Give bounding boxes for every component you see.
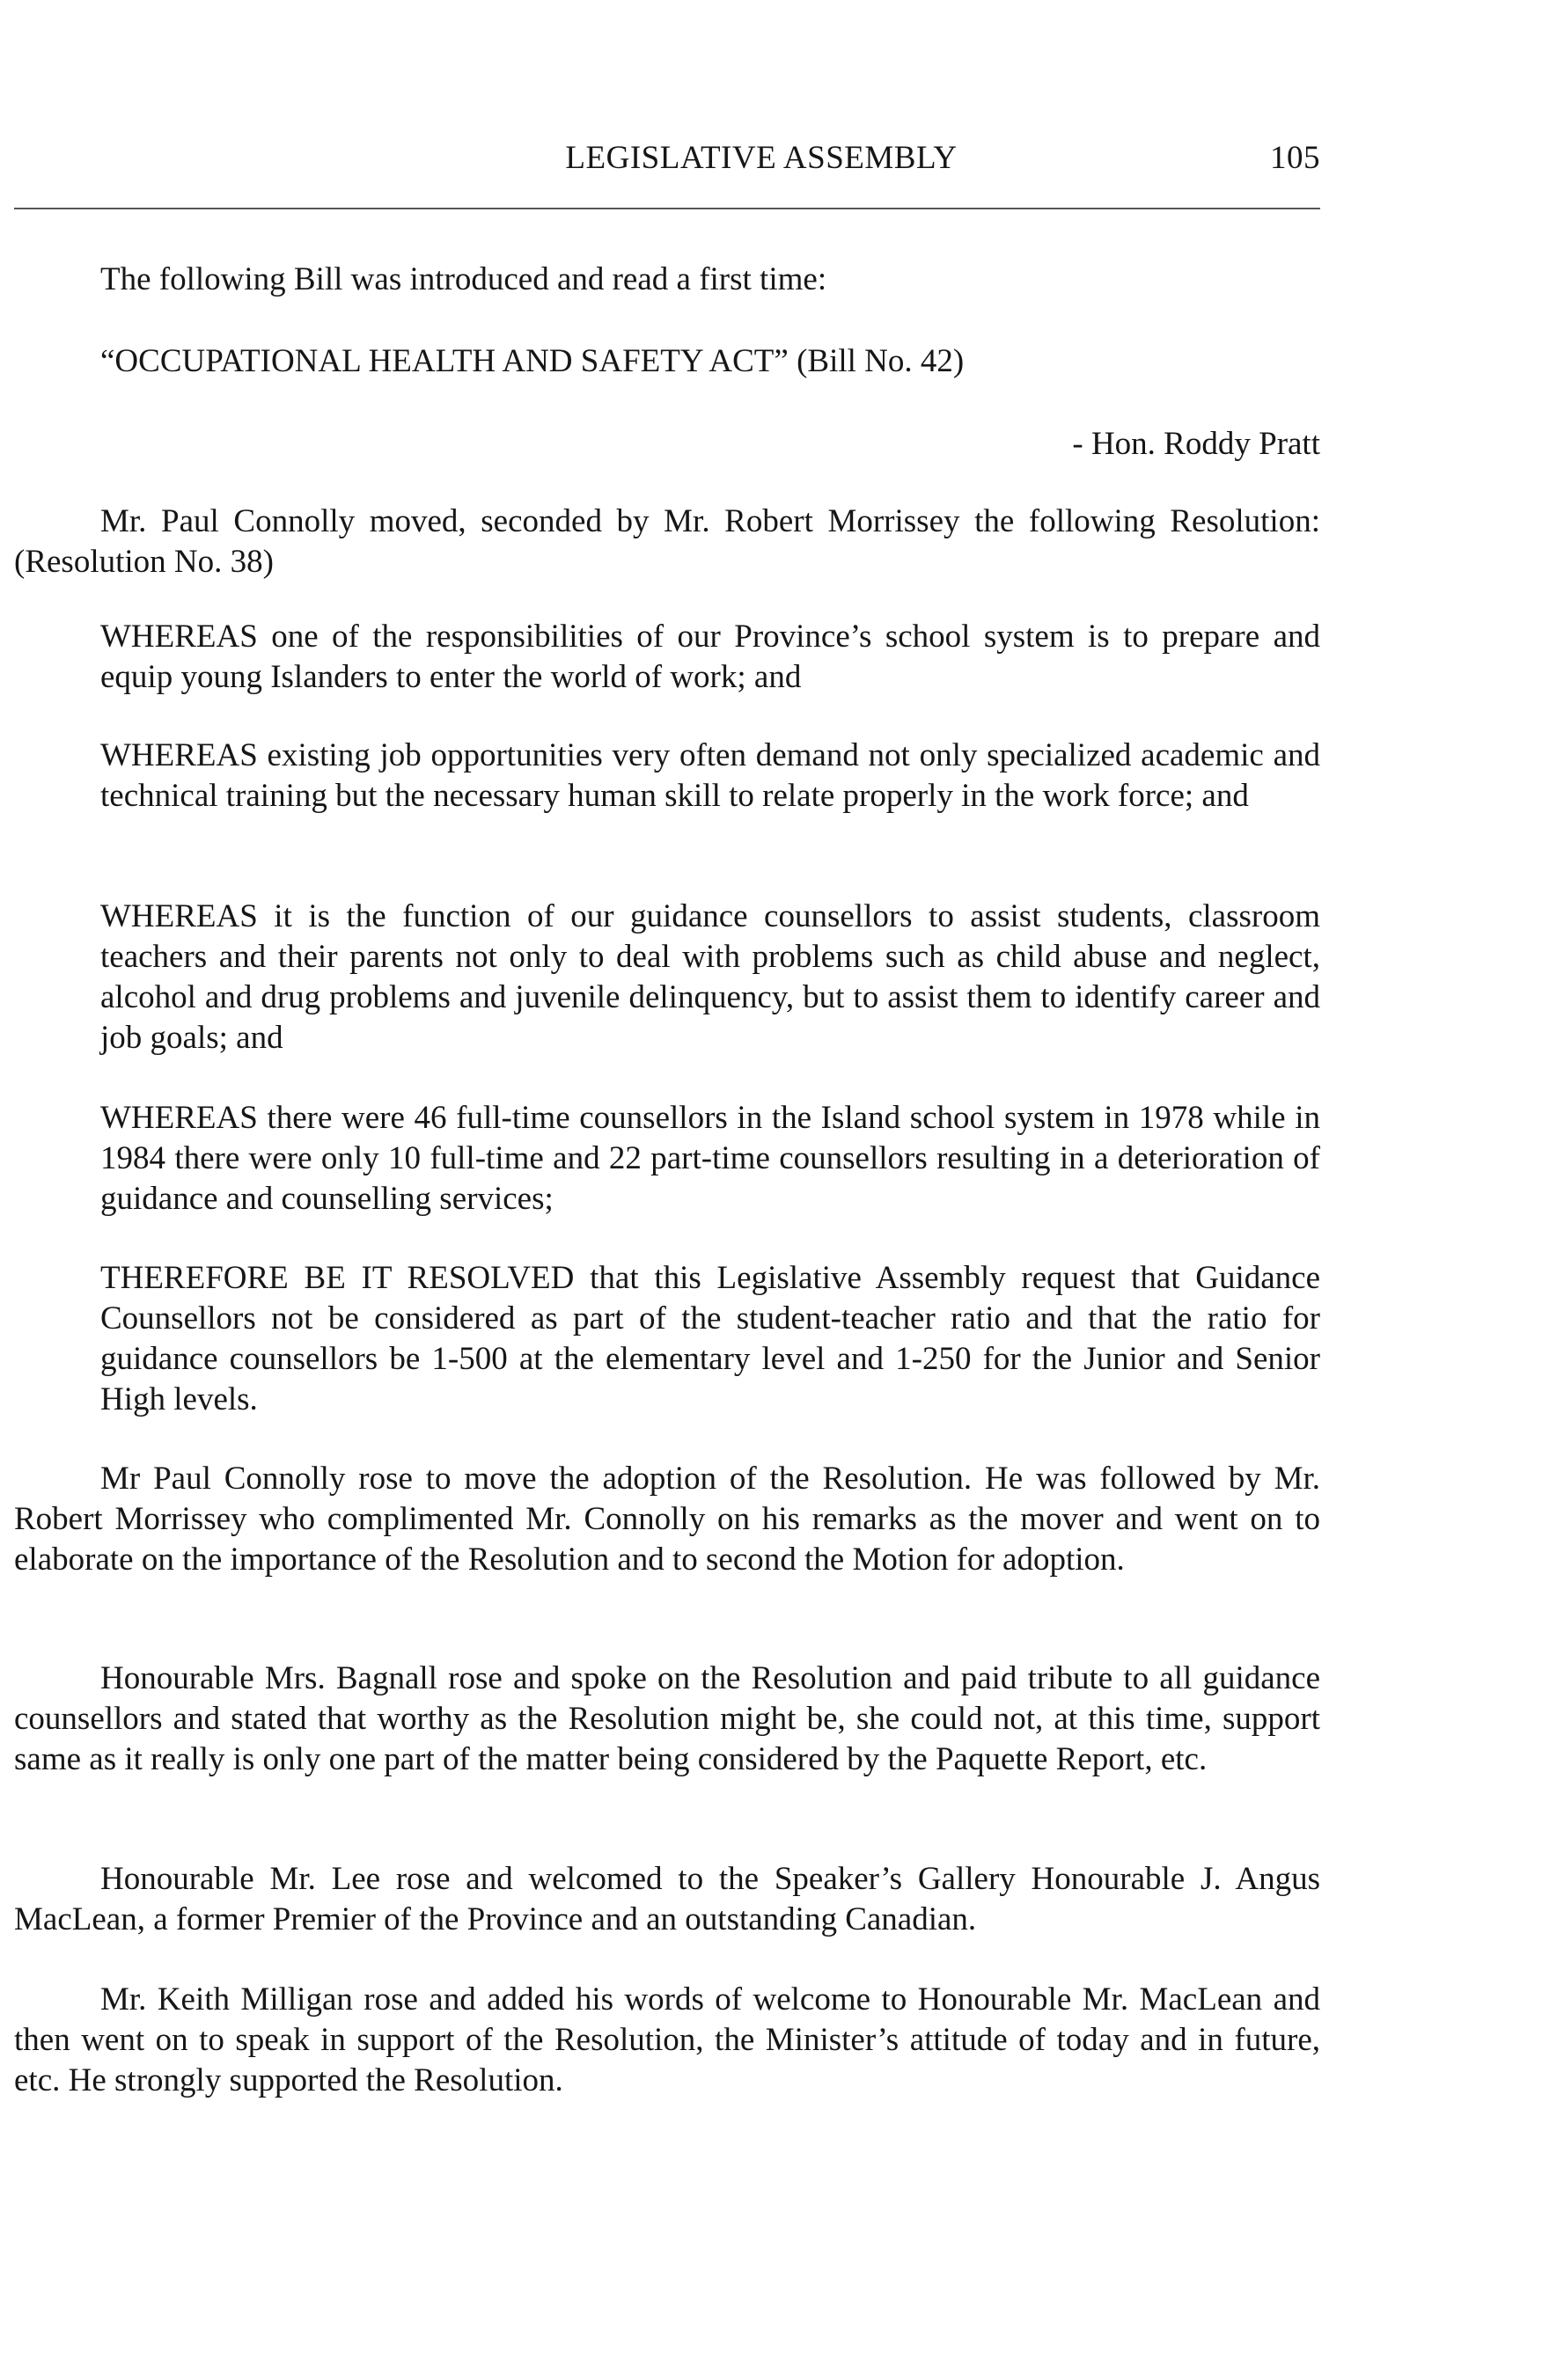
running-title: LEGISLATIVE ASSEMBLY: [565, 140, 958, 176]
header-rule: [14, 208, 1320, 209]
bill-intro: The following Bill was introduced and read a first time:: [100, 261, 827, 297]
whereas-clause-4: WHEREAS there were 46 full-time counsellors in the Island school system in 1978 while in 1984 there were only 10 full-time and 22 part-time counsellors resulting in a deterioration of guidance and counselling services;: [100, 1100, 1320, 1217]
whereas-clause-1: WHEREAS one of the responsibilities of our Province’s school system is to prepare and equip young Islanders to enter the world of work; and: [100, 619, 1320, 695]
resolved-clause: THEREFORE BE IT RESOLVED that this Legislative Assembly request that Guidance Counsellors not be considered as part of the student-teacher ratio and that the ratio for guidance counsellors be 1-500 at the elementary level and 1-250 for the Junior and Senior High levels.: [100, 1260, 1320, 1417]
whereas-clause-2: WHEREAS existing job opportunities very often demand not only specialized academic and technical training but the necessary human skill to relate properly in the work force; and: [100, 737, 1320, 814]
bill-sponsor: - Hon. Roddy Pratt: [1072, 426, 1320, 462]
bagnall-paragraph: Honourable Mrs. Bagnall rose and spoke on the Resolution and paid tribute to all guidance counsellors and stated that worthy as the Resolution might be, she could not, at this time, support same as it really is only one part of the matter being considered by the Paquette Report, etc.: [14, 1660, 1320, 1777]
motion-intro: Mr. Paul Connolly moved, seconded by Mr. Robert Morrissey the following Resolution: (Resolution No. 38): [14, 503, 1320, 580]
running-header: [202, 139, 1320, 183]
bill-title: “OCCUPATIONAL HEALTH AND SAFETY ACT” (Bill No. 42): [100, 343, 965, 379]
milligan-paragraph: Mr. Keith Milligan rose and added his words of welcome to Honourable Mr. MacLean and then went on to speak in support of the Resolution, the Minister’s attitude of today and in future, etc. He strongly supported the Resolution.: [14, 1981, 1320, 2098]
lee-paragraph: Honourable Mr. Lee rose and welcomed to the Speaker’s Gallery Honourable J. Angus MacLean, a former Premier of the Province and an outstanding Canadian.: [14, 1861, 1320, 1937]
page-number: 105: [1270, 140, 1320, 176]
whereas-clause-3: WHEREAS it is the function of our guidance counsellors to assist students, classroom teachers and their parents not only to deal with problems such as child abuse and neglect, alcohol and drug problems and juvenile delinquency, but to assist them to identify career and job goals; and: [100, 898, 1320, 1056]
connolly-paragraph: Mr Paul Connolly rose to move the adoption of the Resolution. He was followed by Mr. Robert Morrissey who complimented Mr. Connolly on his remarks as the mover and went on to elaborate on the importance of the Resolution and to second the Motion for adoption.: [14, 1461, 1320, 1578]
